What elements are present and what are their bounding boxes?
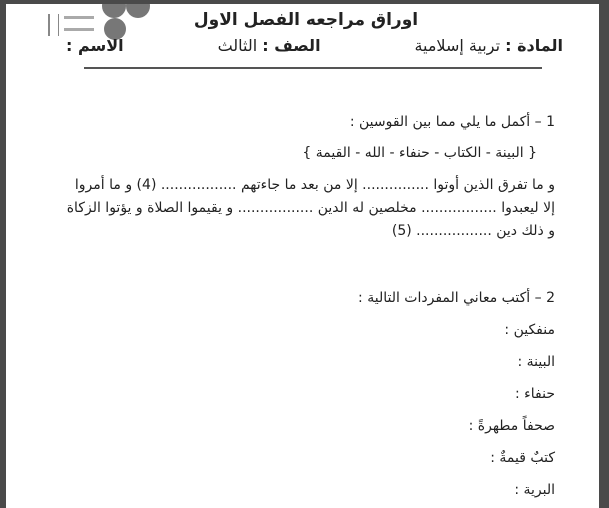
q2-item: البينة : xyxy=(517,354,555,370)
q1-choices: { البينة - الكتاب - حنفاء - الله - القيمة } xyxy=(302,145,537,161)
q1-line-3: و ذلك دين ................. (5) xyxy=(391,223,555,239)
grade-field xyxy=(218,36,321,55)
grade-value: الثالث xyxy=(217,36,258,55)
q2-item: حنفاء : xyxy=(515,386,555,402)
q2-item: البرية : xyxy=(514,482,555,498)
subject-field xyxy=(414,36,563,55)
q1-prompt: 1 – أكمل ما يلي مما بين القوسين : xyxy=(349,114,555,130)
q2-item: كتبٌ قيمةٌ : xyxy=(490,450,555,466)
q2-prompt: 2 – أكتب معاني المفردات التالية : xyxy=(358,290,555,306)
q2-item: صحفاً مطهرةً : xyxy=(468,418,555,434)
worksheet-page xyxy=(6,4,599,508)
header-divider xyxy=(84,67,542,69)
subject-label: المادة : xyxy=(505,36,563,55)
name-label: الاسم : xyxy=(66,36,124,55)
header-fields xyxy=(66,36,563,55)
q1-line-1: و ما تفرق الذين أوتوا ............... إلا من بعد ما جاءتهم ................. (4) و ما أمروا xyxy=(74,177,555,193)
grade-label: الصف : xyxy=(262,36,321,55)
q1-line-2: إلا ليعبدوا ................. مخلصين له الدين ................. و يقيموا الصلاة و يؤتوا الزكاة xyxy=(66,200,555,216)
page-title: اوراق مراجعه الفصل الاول xyxy=(193,10,419,30)
worksheet-content xyxy=(36,114,555,508)
q2-item: منفكين : xyxy=(504,322,555,338)
subject-value: تربية إسلامية xyxy=(414,36,501,55)
